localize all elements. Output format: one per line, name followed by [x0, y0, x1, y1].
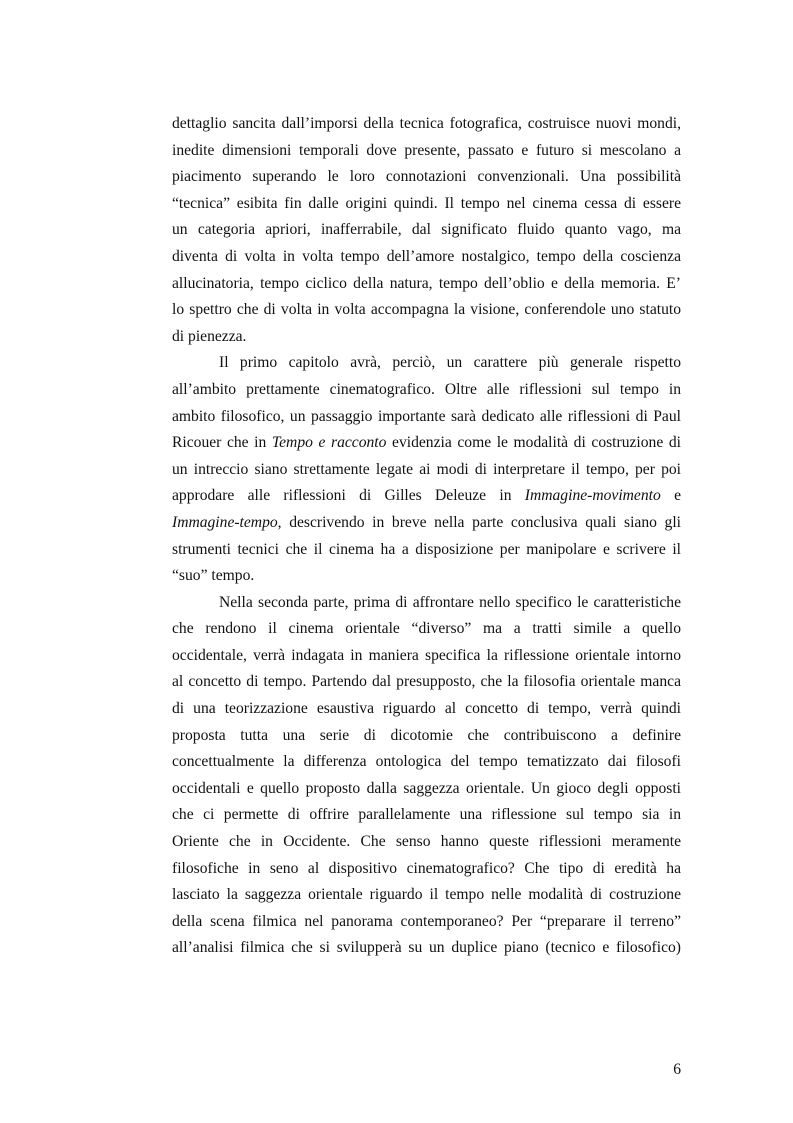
text-segment: strumenti tecnici che il cinema ha a disposizione per manipolare e scrivere il: [172, 540, 681, 558]
paragraph: [172, 111, 681, 350]
text-line: [172, 882, 681, 909]
text-line: [172, 111, 681, 138]
text-segment: dettaglio sancita dall’imporsi della tecnica fotografica, costruisce nuovi mondi,: [172, 115, 681, 132]
text-line: [172, 138, 681, 165]
text-segment: e: [660, 487, 681, 505]
text-segment: che ci permette di offrire parallelamente una riflessione sul tempo sia in: [172, 806, 681, 824]
text-segment: piacimento superando le loro connotazioni convenzionali. Una possibilità: [172, 168, 681, 186]
text-segment: Il primo capitolo avrà, perciò, un carattere più generale rispetto: [219, 354, 681, 372]
text-segment: di una teorizzazione esaustiva riguardo al concetto di tempo, verrà quindi: [172, 700, 681, 718]
page-number: 6: [673, 1061, 681, 1078]
text-segment: all’ambito prettamente cinematografico. Oltre alle riflessioni sul tempo in: [172, 380, 681, 398]
text-segment: approdare alle riflessioni di Gilles Deleuze in: [172, 487, 525, 505]
text-line: [172, 377, 681, 404]
text-line: [172, 537, 681, 564]
text-line: [172, 191, 681, 218]
text-segment: “suo” tempo.: [172, 567, 255, 585]
text-line: [172, 324, 681, 351]
text-line: [172, 776, 681, 803]
text-segment: “tecnica” esibita fin dalle origini quindi. Il tempo nel cinema cessa di essere: [172, 194, 681, 212]
text-line: [172, 483, 681, 510]
text-line: [172, 616, 681, 643]
text-line: [172, 856, 681, 883]
text-segment: un intreccio siano strettamente legate ai modi di interpretare il tempo, per poi: [172, 460, 681, 478]
text-segment: occidentali e quello proposto dalla saggezza orientale. Un gioco degli opposti: [172, 779, 681, 797]
text-segment: filosofiche in seno al dispositivo cinematografico? Che tipo di eredità ha: [172, 859, 681, 877]
text-segment: lo spettro che di volta in volta accompagna la visione, conferendole uno statuto: [172, 301, 681, 319]
text-segment: all’analisi filmica che si svilupperà su un duplice piano (tecnico e filosofico): [172, 939, 681, 957]
text-line: [172, 723, 681, 750]
text-line: [172, 244, 681, 271]
text-line: [172, 271, 681, 298]
text-segment: inedite dimensioni temporali dove presente, passato e futuro si mescolano a: [172, 141, 681, 159]
text-line: [172, 217, 681, 244]
text-segment: occidentale, verrà indagata in maniera specifica la riflessione orientale intorno: [172, 646, 681, 664]
text-line: [172, 510, 681, 537]
text-line: [172, 749, 681, 776]
text-segment: che rendono il cinema orientale “diverso” ma a tratti simile a quello: [172, 620, 681, 638]
text-segment: proposta tutta una serie di dicotomie che contribuiscono a definire: [172, 726, 681, 744]
text-segment: evidenzia come le modalità di costruzione di: [386, 434, 681, 452]
text-segment: allucinatoria, tempo ciclico della natura, tempo dell’oblio e della memoria. E’: [172, 274, 681, 292]
paragraph: [172, 350, 681, 589]
italic-title: Immagine-tempo: [172, 513, 278, 531]
italic-title: Immagine-movimento: [524, 487, 661, 505]
text-segment: concettualmente la differenza ontologica del tempo tematizzato dai filosofi: [172, 753, 681, 771]
text-segment: , descrivendo in breve nella parte conclusiva quali siano gli: [277, 513, 681, 531]
text-line: [172, 563, 681, 590]
text-segment: lasciato la saggezza orientale riguardo il tempo nelle modalità di costruzione: [172, 886, 681, 904]
text-line: [172, 643, 681, 670]
text-segment: di pienezza.: [172, 327, 247, 345]
text-segment: al concetto di tempo. Partendo dal presupposto, che la filosofia orientale manca: [172, 673, 681, 691]
text-segment: Oriente che in Occidente. Che senso hanno queste riflessioni meramente: [172, 833, 681, 851]
text-line: [172, 802, 681, 829]
text-segment: ambito filosofico, un passaggio importante sarà dedicato alle riflessioni di Paul: [172, 407, 681, 425]
text-segment: diventa di volta in volta tempo dell’amore nostalgico, tempo della coscienza: [172, 247, 681, 265]
text-segment: della scena filmica nel panorama contemporaneo? Per “preparare il terreno”: [172, 912, 681, 930]
paragraph: [172, 590, 681, 962]
italic-title: Tempo e racconto: [271, 434, 387, 452]
text-line: [172, 164, 681, 191]
text-line: [172, 909, 681, 936]
text-segment: Ricouer che in: [172, 434, 272, 452]
text-line: [172, 669, 681, 696]
text-segment: un categoria apriori, inafferrabile, dal significato fluido quanto vago, ma: [172, 221, 681, 239]
text-line: [172, 297, 681, 324]
text-line: [172, 457, 681, 484]
text-line: [172, 935, 681, 962]
text-line: [172, 404, 681, 431]
document-body: [172, 111, 681, 962]
text-segment: Nella seconda parte, prima di affrontare nello specifico le caratteristiche: [219, 593, 681, 611]
text-line: [172, 696, 681, 723]
text-line: [172, 590, 681, 617]
text-line: [172, 430, 681, 457]
text-line: [172, 350, 681, 377]
text-line: [172, 829, 681, 856]
